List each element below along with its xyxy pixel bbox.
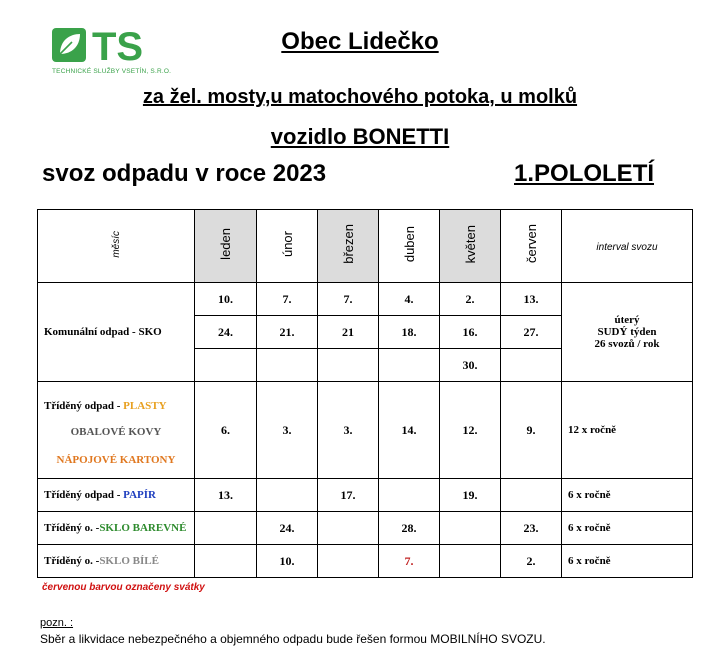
sko-cell: 4. (379, 283, 440, 316)
sko-cell: 16. (440, 316, 501, 349)
sko-cell: 30. (440, 349, 501, 382)
sklo-barevne-label: Tříděný o. -SKLO BAREVNÉ (38, 512, 195, 545)
plasty-cell: 3. (257, 382, 318, 479)
sklo-barevne-cell: 23. (501, 512, 562, 545)
plasty-interval: 12 x ročně (562, 382, 693, 479)
sko-row-1 (38, 283, 693, 316)
sklo-barevne-cell (195, 512, 257, 545)
papir-cell: 19. (440, 479, 501, 512)
location: za žel. mosty,u matochového potoka, u molků (142, 86, 578, 108)
sko-cell (318, 349, 379, 382)
sklo-bile-cell-holiday: 7. (379, 545, 440, 578)
papir-label: Tříděný odpad - PAPÍR (38, 479, 195, 512)
month-header: měsíc (38, 210, 195, 283)
sklo-bile-interval: 6 x ročně (562, 545, 693, 578)
sklo-barevne-cell (318, 512, 379, 545)
plasty-cell: 12. (440, 382, 501, 479)
sko-cell: 27. (501, 316, 562, 349)
sklo-barevne-row (38, 512, 693, 545)
sko-cell: 13. (501, 283, 562, 316)
sklo-barevne-interval: 6 x ročně (562, 512, 693, 545)
sko-label: Komunální odpad - SKO (38, 283, 195, 382)
sklo-barevne-cell: 24. (257, 512, 318, 545)
month-jan: leden (195, 210, 257, 283)
sko-cell: 24. (195, 316, 257, 349)
sko-cell: 21 (318, 316, 379, 349)
sko-cell: 7. (257, 283, 318, 316)
sko-cell: 7. (318, 283, 379, 316)
plasty-cell: 14. (379, 382, 440, 479)
papir-row (38, 479, 693, 512)
sklo-bile-row (38, 545, 693, 578)
vehicle: vozidlo BONETTI (270, 124, 450, 149)
sko-cell: 10. (195, 283, 257, 316)
sko-cell: 18. (379, 316, 440, 349)
plasty-row (38, 382, 693, 479)
holiday-note: červenou barvou označeny svátky (42, 582, 205, 593)
sklo-barevne-cell (440, 512, 501, 545)
sko-cell (257, 349, 318, 382)
sko-cell: 2. (440, 283, 501, 316)
sklo-bile-cell: 10. (257, 545, 318, 578)
sklo-barevne-cell: 28. (379, 512, 440, 545)
logo-letters: TS (92, 25, 144, 69)
sklo-bile-cell (440, 545, 501, 578)
sklo-bile-label: Tříděný o. -SKLO BÍLÉ (38, 545, 195, 578)
papir-cell (501, 479, 562, 512)
logo-tagline: TECHNICKÉ SLUŽBY VSETÍN, S.R.O. (52, 68, 172, 75)
sklo-bile-cell (318, 545, 379, 578)
interval-header: interval svozu (562, 210, 693, 283)
month-feb: únor (257, 210, 318, 283)
papir-cell: 13. (195, 479, 257, 512)
sklo-bile-cell (195, 545, 257, 578)
sko-cell (195, 349, 257, 382)
papir-cell (257, 479, 318, 512)
header-row (38, 210, 693, 283)
sko-cell (379, 349, 440, 382)
sko-cell (501, 349, 562, 382)
sko-cell: 21. (257, 316, 318, 349)
period: 1.POLOLETÍ (514, 160, 655, 187)
plasty-cell: 9. (501, 382, 562, 479)
month-jun: červen (501, 210, 562, 283)
month-may: květen (440, 210, 501, 283)
schedule-table (37, 209, 693, 578)
papir-cell: 17. (318, 479, 379, 512)
sklo-bile-cell: 2. (501, 545, 562, 578)
month-mar: březen (318, 210, 379, 283)
sko-interval: úterý SUDÝ týden 26 svozů / rok (562, 283, 693, 382)
papir-cell (379, 479, 440, 512)
note-text: Sběr a likvidace nebezpečného a objemného odpadu bude řešen formou MOBILNÍHO SVOZU. (40, 632, 546, 646)
page-title: Obec Lidečko (281, 28, 439, 55)
year-label: svoz odpadu v roce 2023 (42, 160, 327, 187)
note-label: pozn. : (40, 617, 74, 629)
papir-interval: 6 x ročně (562, 479, 693, 512)
month-apr: duben (379, 210, 440, 283)
plasty-cell: 6. (195, 382, 257, 479)
plasty-label: Tříděný odpad - PLASTY OBALOVÉ KOVY NÁPOJOVÉ KARTONY (38, 382, 195, 479)
plasty-cell: 3. (318, 382, 379, 479)
